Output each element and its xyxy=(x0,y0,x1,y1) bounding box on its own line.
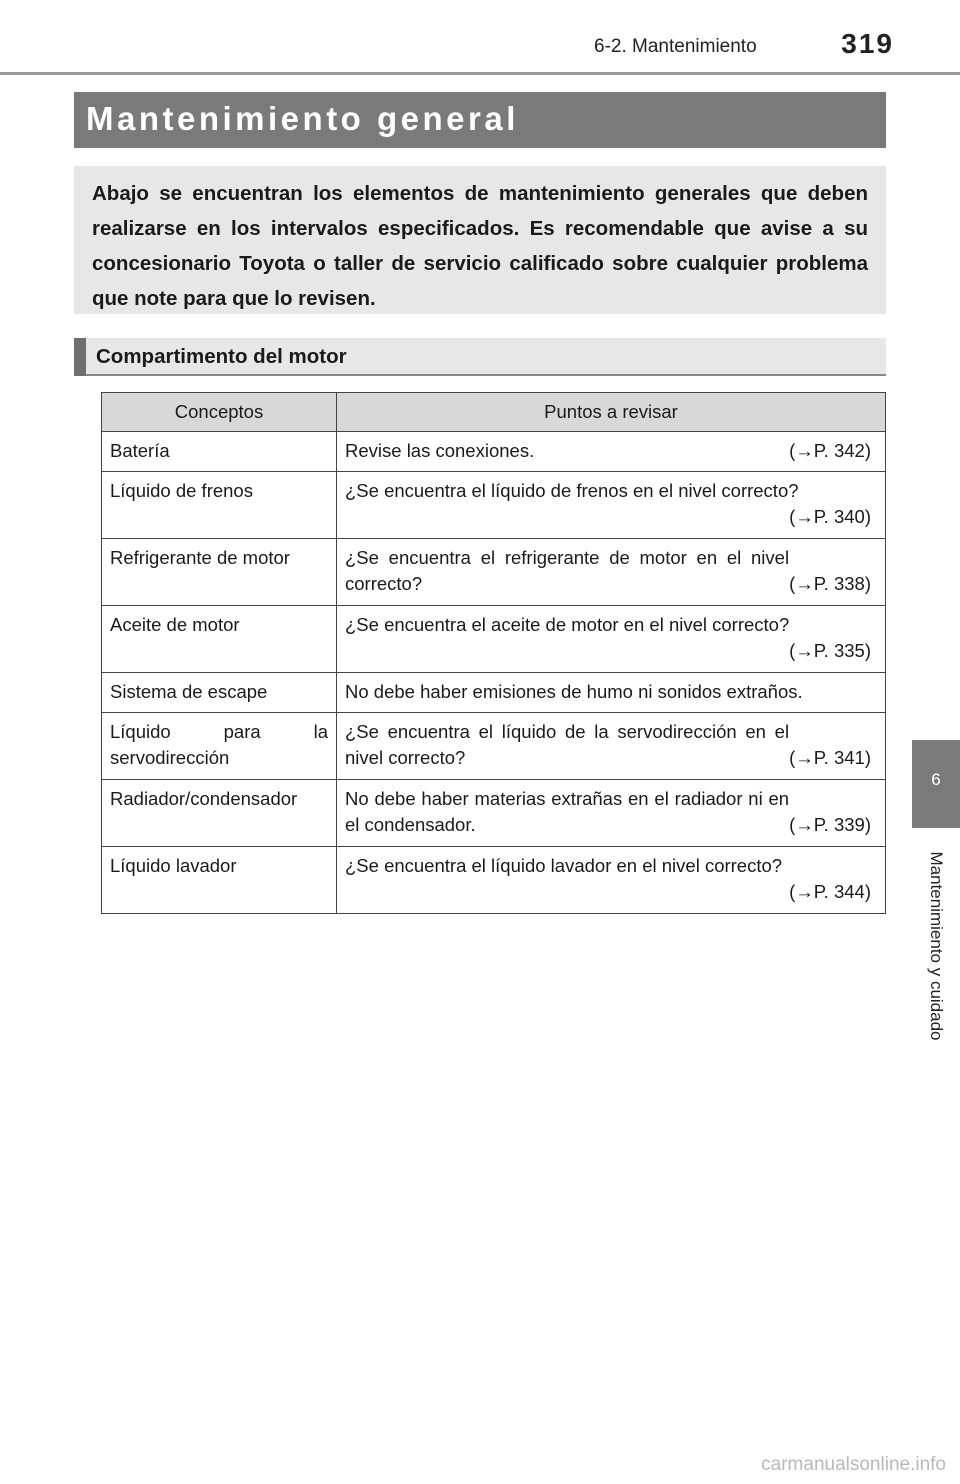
page-reference: (→P. 338) xyxy=(789,573,871,594)
page-reference: (→P. 341) xyxy=(789,747,871,768)
table-header-row xyxy=(102,393,886,432)
watermark: carmanualsonline.info xyxy=(761,1454,946,1475)
table-row xyxy=(102,847,886,914)
chapter-tab xyxy=(912,740,960,828)
table-row xyxy=(102,673,886,713)
page-reference: (→P. 344) xyxy=(789,881,871,902)
table-row xyxy=(102,606,886,673)
page-reference: (→P. 340) xyxy=(789,506,871,527)
maintenance-table xyxy=(101,392,886,914)
header-divider xyxy=(0,72,960,75)
title-banner xyxy=(74,92,886,148)
check-text: ¿Se encuentra el líquido lavador en el nivel correcto? xyxy=(345,855,783,876)
check-text: ¿Se encuentra el refrigerante de motor en el nivel correcto? xyxy=(345,547,790,594)
concept-cell: Líquido de frenos xyxy=(102,472,337,539)
concept-cell: Aceite de motor xyxy=(102,606,337,673)
concept-cell: Refrigerante de motor xyxy=(102,539,337,606)
section-subheading xyxy=(74,338,886,376)
page-reference: (→P. 335) xyxy=(789,640,871,661)
check-text: ¿Se encuentra el aceite de motor en el nivel correcto? xyxy=(345,614,790,635)
check-cell xyxy=(337,713,886,780)
column-header-checks: Puntos a revisar xyxy=(337,393,886,432)
page-title: Mantenimiento general xyxy=(86,100,519,137)
chapter-label: Mantenimiento y cuidado xyxy=(927,851,946,1041)
table-row xyxy=(102,472,886,539)
concept-cell: Sistema de escape xyxy=(102,673,337,713)
concept-cell: Radiador/condensador xyxy=(102,780,337,847)
page-reference: (→P. 342) xyxy=(789,440,871,461)
concept-cell: Líquido lavador xyxy=(102,847,337,914)
table-row xyxy=(102,780,886,847)
page-reference: (→P. 339) xyxy=(789,814,871,835)
intro-text: Abajo se encuentran los elementos de mantenimiento generales que deben realizarse en los intervalos especificados. Es recomendable que avise a su concesionario Toyota o taller de servicio calificado sobre cualquier problema que note para que lo revisen. xyxy=(92,182,868,310)
chapter-number: 6 xyxy=(931,770,941,789)
subheading-marker xyxy=(74,338,86,376)
check-text: ¿Se encuentra el líquido de la servodirección en el nivel correcto? xyxy=(345,721,790,768)
table-row xyxy=(102,713,886,780)
check-cell xyxy=(337,472,886,539)
check-cell xyxy=(337,432,886,472)
table-row xyxy=(102,539,886,606)
check-text: No debe haber materias extrañas en el radiador ni en el condensador. xyxy=(345,788,790,835)
table-row xyxy=(102,432,886,472)
check-cell xyxy=(337,780,886,847)
check-text: Revise las conexiones. xyxy=(345,440,535,461)
intro-box xyxy=(74,166,886,314)
check-cell xyxy=(337,539,886,606)
section-header: 6-2. Mantenimiento xyxy=(594,36,757,57)
check-cell xyxy=(337,606,886,673)
check-cell xyxy=(337,847,886,914)
subheading-text: Compartimento del motor xyxy=(96,345,347,368)
concept-cell: Batería xyxy=(102,432,337,472)
check-text: ¿Se encuentra el líquido de frenos en el nivel correcto? xyxy=(345,480,799,501)
check-text: No debe haber emisiones de humo ni sonidos extraños. xyxy=(345,681,803,702)
concept-cell: Líquido para la servodirección xyxy=(102,713,337,780)
column-header-concepts: Conceptos xyxy=(102,393,337,432)
check-cell xyxy=(337,673,886,713)
page-number: 319 xyxy=(841,28,894,59)
